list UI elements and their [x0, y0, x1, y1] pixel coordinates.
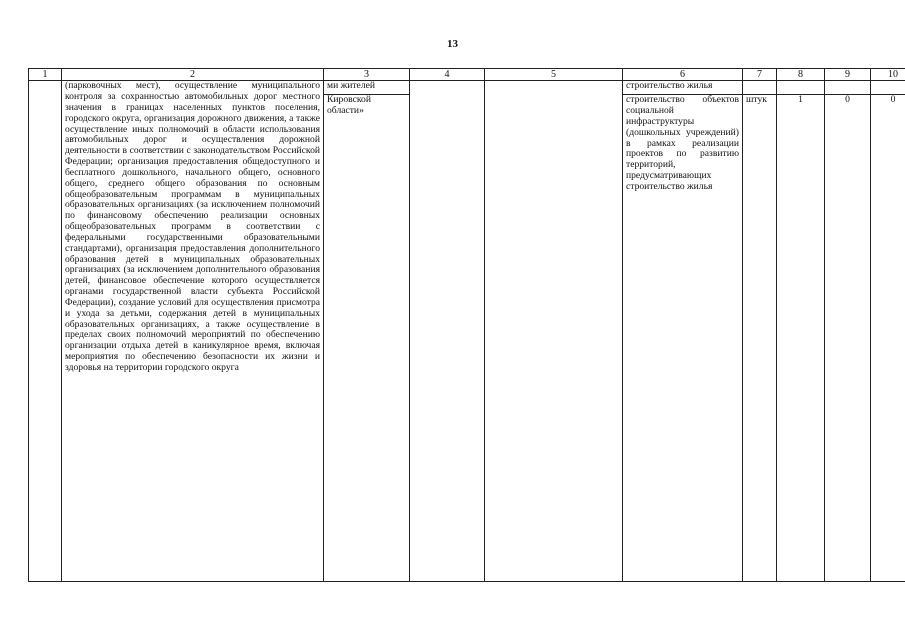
- col3-cell: Кировской области»: [324, 95, 410, 582]
- page-number: 13: [447, 38, 458, 50]
- column-number: 10: [871, 69, 905, 81]
- column-number: 7: [743, 69, 777, 81]
- col10-top-cell: [871, 81, 905, 95]
- value-cell-10: 0: [871, 95, 905, 582]
- col4-cell: [410, 81, 485, 582]
- indicators-table: [28, 68, 905, 582]
- column-number: 5: [485, 69, 623, 81]
- powers-description-cell: (парковочных мест), осуществление муниципального контроля за сохранностью автомобильных дорог местного значения в границах населенных пунктов поселения, городского округа, организация дорожного движения, а также осуществление иных полномочий в области использования автомобильных дорог и осуществления дорожной деятельности в соответствии с законодательством Российской Федерации; организация предоставления общедоступного и бесплатного дошкольного, начального общего, основного общего, среднего общего образования по основным общеобразовательным программам в муниципальных образовательных организациях (за исключением полномочий по финансовому обеспечению реализации основных общеобразовательных программ в соответствии с федеральными государственными образовательными стандартами), организация предоставления дополнительного образования детей в муниципальных образовательных организациях (за исключением дополнительного образования детей, финансовое обеспечение которого осуществляется органами государственной власти субъекта Российской Федерации), создание условий для осуществления присмотра и ухода за детьми, содержания детей в муниципальных образовательных организациях, а также осуществление в пределах своих полномочий мероприятий по обеспечению организации отдыха детей в каникулярное время, включая мероприятия по обеспечению безопасности их жизни и здоровья на территории городского округа: [62, 81, 324, 582]
- column-number: 1: [29, 69, 62, 81]
- column-number: 4: [410, 69, 485, 81]
- table-row: [29, 81, 905, 95]
- column-number: 6: [623, 69, 743, 81]
- column-number: 8: [777, 69, 825, 81]
- column-number: 9: [825, 69, 871, 81]
- col6-top-cell: строительство жилья: [623, 81, 743, 95]
- value-cell-9: 0: [825, 95, 871, 582]
- unit-cell: штук: [743, 95, 777, 582]
- value-cell-8: 1: [777, 95, 825, 582]
- col5-cell: [485, 81, 623, 582]
- col9-top-cell: [825, 81, 871, 95]
- row-number-cell: [29, 81, 62, 582]
- column-number-row: [29, 69, 905, 81]
- col8-top-cell: [777, 81, 825, 95]
- column-number: 2: [62, 69, 324, 81]
- col3-top-cell: ми жителей: [324, 81, 410, 95]
- col7-top-cell: [743, 81, 777, 95]
- column-number: 3: [324, 69, 410, 81]
- indicator-name-cell: строительство объектов социальной инфраструктуры (дошкольных учреждений) в рамках реализации проектов по развитию территорий, предусматривающих строительство жилья: [623, 95, 743, 582]
